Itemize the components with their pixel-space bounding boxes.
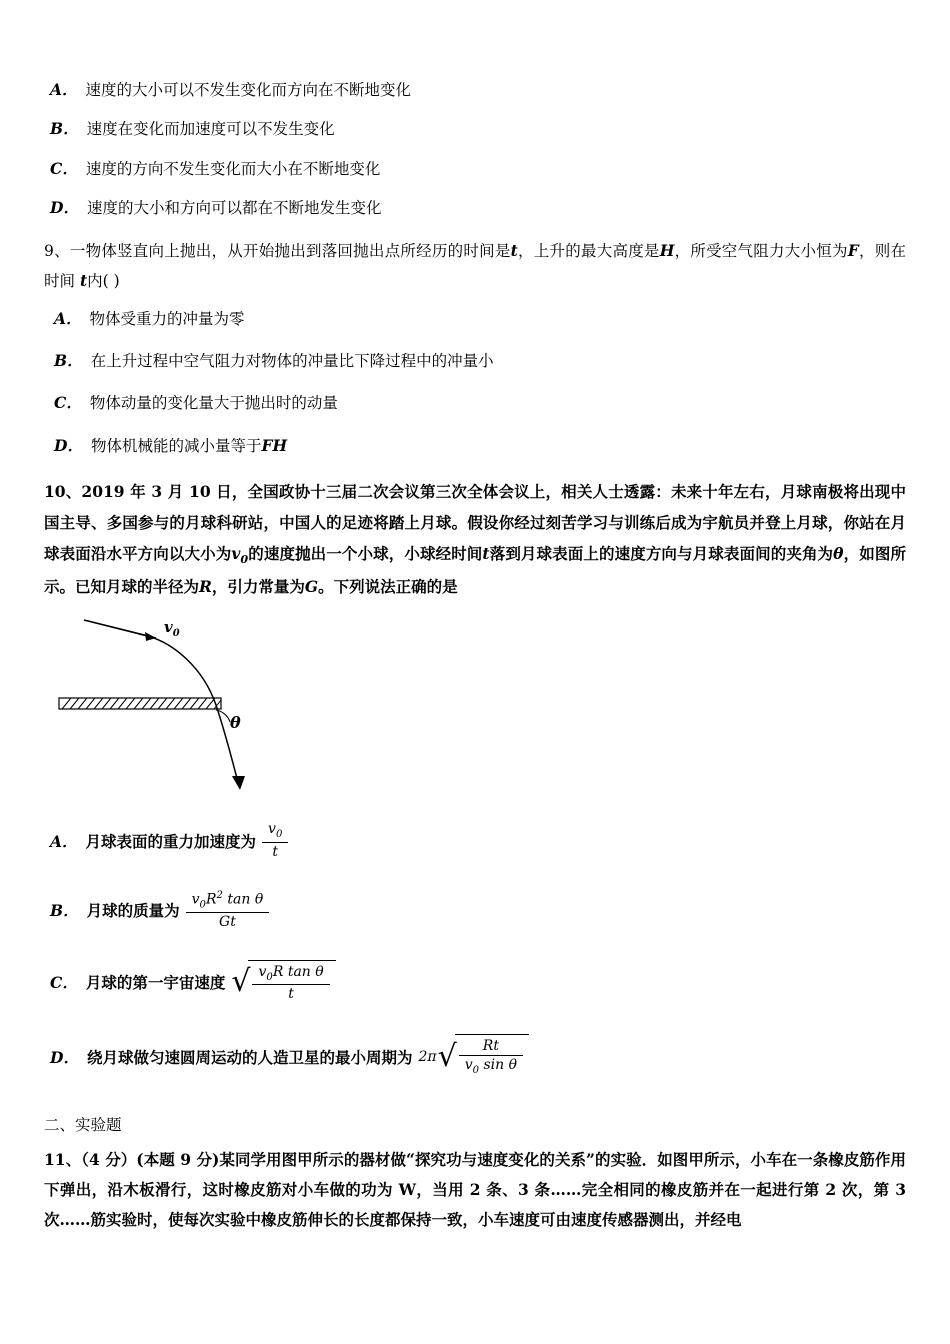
option-row [44,78,906,102]
option-row [44,117,906,141]
q10-stem-b: 的速度抛出一个小球，小球经时间 [248,543,483,563]
option-label: C． [54,393,82,413]
option-row [44,349,906,373]
question9-stem [44,236,906,297]
q9-stem-part1: 9、一物体竖直向上抛出，从开始抛出到落回抛出点所经历的时间是 [44,242,511,260]
q9-var-H: H [659,241,675,260]
fraction-numerator: Rt [459,1038,523,1056]
question9-options [44,307,906,458]
option-row [44,391,906,415]
q9-var-t2: t [79,271,88,291]
radical-sign: √ [231,964,251,1000]
option-row [44,157,906,181]
fraction-denominator: t [272,843,279,860]
option-label: D． [50,197,79,217]
ground-surface [59,698,221,709]
figure-svg [44,610,464,815]
figure-label-v0: $v_0$ [164,618,180,640]
option-row [44,890,906,930]
trajectory-arrow-head [232,776,245,790]
question8-options [44,78,906,220]
option-formula-fraction [262,821,288,859]
option-formula-sqrt [438,1034,529,1078]
option-label: B． [50,900,79,920]
fraction-numerator: $v_0$ [262,821,288,842]
option-label: C． [50,158,78,178]
option-label: A． [50,831,78,851]
projectile-figure [44,610,906,815]
q10-var-v0: $v_0$ [231,543,249,566]
option-text: 月球表面的重力加速度为 [85,831,257,851]
trajectory-curve [139,634,238,782]
option-label: D． [50,1047,79,1067]
section-title: 二、实验题 [44,1115,122,1134]
option-label: C． [50,973,78,993]
option-text: 速度的大小和方向可以都在不断地发生变化 [86,198,382,217]
q10-stem-f: 。下列说法正确的是 [318,577,458,597]
q9-stem-part4: ，则在时间 [44,242,906,291]
fraction-denominator: t [288,986,294,1003]
option-text: 绕月球做匀速圆周运动的人造卫星的最小周期为 [86,1047,413,1067]
option-row [44,1034,906,1078]
q9-var-t: t [510,241,518,260]
option-text: 物体动量的变化量大于抛出时的动量 [89,394,338,413]
q10-stem-e: ，引力常量为 [211,577,305,597]
formula-coefficient: 2π [418,1048,437,1065]
option-label: D． [54,435,83,455]
figure-label-theta: θ [230,713,241,733]
option-label: B． [54,351,83,371]
option-text: 物体受重力的冲量为零 [89,309,245,328]
q9-stem-part2: ，上升的最大高度是 [517,242,660,260]
option-row [44,307,906,331]
q10-var-theta: θ [833,543,844,563]
radical-sign: √ [437,1038,457,1074]
option-text: 月球的质量为 [86,900,180,920]
ground-hatching [62,698,221,709]
option-row [44,434,906,458]
fraction [459,1038,523,1076]
option-row [44,821,906,859]
fraction-numerator: $v_0R$ tan θ [252,964,329,985]
option-label: B． [50,119,79,139]
option-row [44,196,906,220]
q10-var-R: R [199,577,212,597]
option-label: A． [54,308,82,328]
option-text: 月球的第一宇宙速度 [85,973,226,993]
option-formula-fraction [186,890,270,930]
question10-options [44,821,906,1079]
fraction [252,964,329,1002]
option-text: 速度的大小可以不发生变化而方向在不断地变化 [85,81,412,99]
q9-var-F: F [847,241,859,260]
option-text: 物体机械能的减小量等于 [90,436,262,455]
option-label: A． [50,80,78,99]
question11-text: 11、（4 分）(本题 9 分)某同学用图甲所示的器材做“探究功与速度变化的关系”的实验．如图甲所示，小车在一条橡皮筋作用下弹出，沿木板滑行，这时橡皮筋对小车做的功为 W，当用 2 条、3 条……完全相同的橡皮筋并在一起进行第 2 次，第 3 次……筋实验时，使每次实验中橡皮筋伸长的长度都保持一致，小车速度可由速度传感器测出，并经电 [44,1149,906,1230]
q10-stem-c: 落到月球表面上的速度方向与月球表面间的夹角为 [489,543,834,563]
q10-stem-main: 10、2019 年 3 月 10 日，全国政协十三届二次会议第三次全体会议上，相关人士透露：未来十年左右，月球南极将出现中国主导、多国参与的月球科研站，中国人的足迹将踏上月球。假设你经过刻苦学习与训练后成为宇航员并登上月球，你站在月球表面沿水平方向以大小为 [44,481,906,563]
fraction-denominator: $v_0$ sin θ [464,1057,518,1077]
q9-stem-part5: 内( ) [87,272,120,291]
fraction-numerator: $v_0R^2$ tan θ [186,890,270,913]
option-row [44,960,906,1004]
q10-var-t: t [482,543,490,563]
q9-stem-part3: ，所受空气阻力大小恒为 [674,242,848,260]
option-text: 速度的方向不发生变化而大小在不断地变化 [85,159,381,178]
option-text: 在上升过程中空气阻力对物体的冲量比下降过程中的冲量小 [90,352,494,371]
fraction-denominator: Gt [219,913,236,930]
option-text: 速度在变化而加速度可以不发生变化 [86,120,335,139]
q10-stem-d: ，如图所示。已知月球的半径为 [44,543,906,597]
option-formula: FH [261,435,288,455]
option-formula-sqrt [231,960,335,1004]
question10-stem [44,476,906,602]
q10-var-G: G [304,577,319,597]
